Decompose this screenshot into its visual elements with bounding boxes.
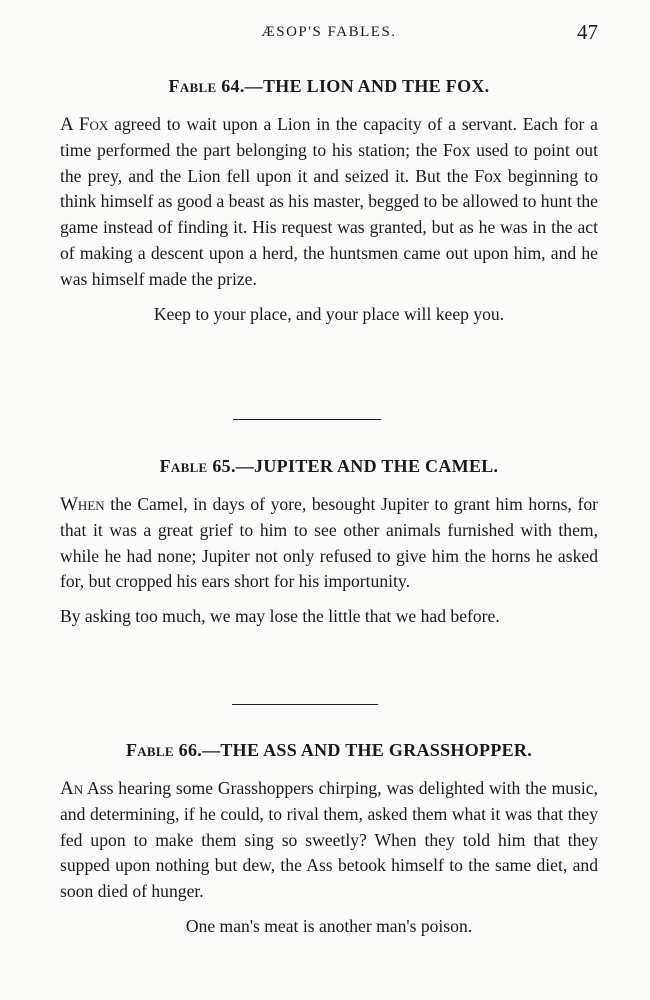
fable-moral: One man's meat is another man's poison. xyxy=(185,915,473,936)
fable-label: Fable xyxy=(125,740,174,760)
fable-body-text: agreed to wait upon a Lion in the capacity of a servant. Each for a time performed the part belonging to his station; the Fox used to point out the prey, and the Lion fell upon it and seized it. But the Fox beginning to think himself as good a beast as his master, begged to be allowed to hunt the game instead of finding it. His request was granted, but as he was in the act of making a descent upon a herd, the huntsmen came out upon him, and he was himself made the prize. xyxy=(60,114,598,289)
fable-moral: Keep to your place, and your place will keep you. xyxy=(153,303,505,324)
page-number: 47 xyxy=(577,20,598,44)
fable-body xyxy=(60,776,598,905)
fable-lead-word: When xyxy=(60,494,105,515)
running-head xyxy=(60,20,598,46)
running-head-title: ÆSOP'S FABLES. xyxy=(261,24,397,40)
fable-number: 66. xyxy=(178,740,203,760)
fable-lead-word: An xyxy=(60,778,84,799)
fable-label: Fable xyxy=(159,456,208,476)
fable-title xyxy=(60,453,598,479)
fable-body-text: Ass hearing some Grasshoppers chirping, was delighted with the music, and determining, if he could, to rival them, asked them what it was that they fed upon to make them sing so sweetly? When they told him that they supped upon nothing but dew, the Ass betook himself to the same diet, and soon died of hunger. xyxy=(60,778,598,902)
section-divider xyxy=(232,704,378,705)
fable-number: 64. xyxy=(221,76,245,96)
section-divider xyxy=(233,419,381,420)
fable-title xyxy=(60,737,598,763)
fable-body xyxy=(60,492,598,595)
fable-moral: By asking too much, we may lose the little that we had before. xyxy=(60,606,500,627)
fable-64 xyxy=(60,73,598,327)
fable-number: 65. xyxy=(212,456,236,476)
fable-lead-word: A Fox xyxy=(60,114,109,135)
fable-body xyxy=(60,112,598,293)
fable-label: Fable xyxy=(168,76,217,96)
fable-title xyxy=(60,73,598,99)
fable-body-text: the Camel, in days of yore, besought Jupiter to grant him horns, for that it was a great grief to him to see other animals furnished with them, while he had none; Jupiter not only refused to give him the horns he asked for, but cropped his ears short for his importunity. xyxy=(60,494,598,592)
fable-name: —JUPITER AND THE CAMEL. xyxy=(235,456,499,476)
fable-66 xyxy=(60,737,598,940)
fable-name: —THE ASS AND THE GRASSHOPPER. xyxy=(202,740,533,760)
fable-65 xyxy=(60,453,598,630)
fable-name: —THE LION AND THE FOX. xyxy=(244,76,490,96)
